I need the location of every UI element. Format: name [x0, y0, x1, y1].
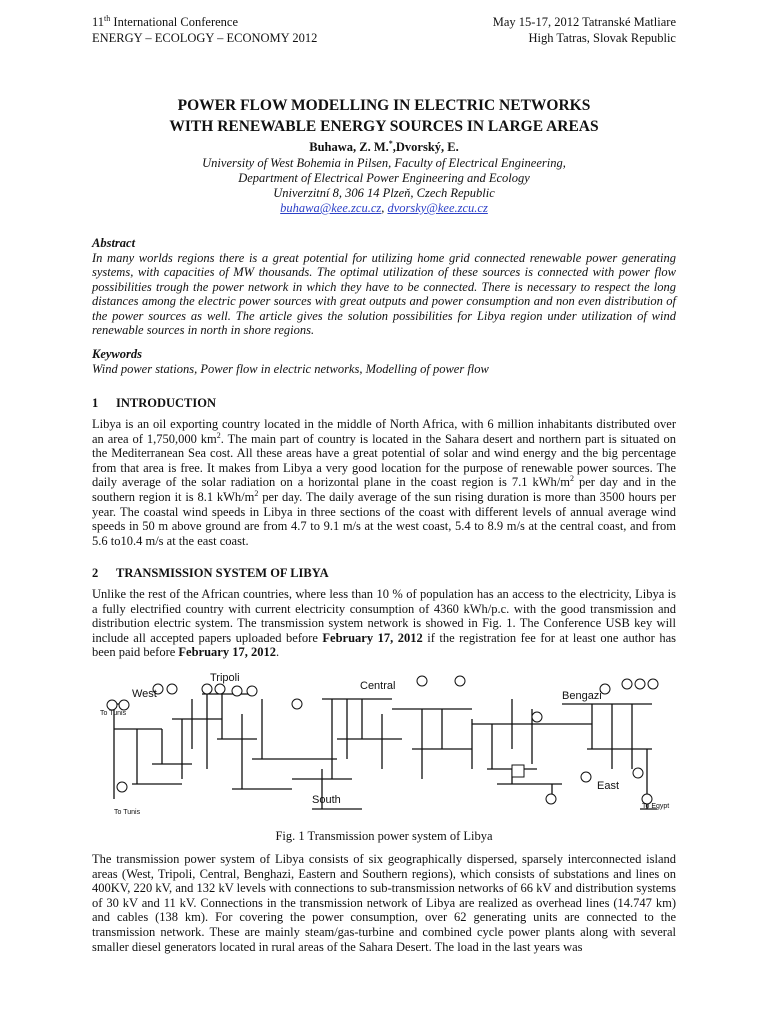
generator-icon — [215, 684, 225, 694]
section-number: 1 — [92, 396, 99, 410]
intro-sup-a: 2 — [216, 430, 221, 440]
intro-sup-c: 2 — [254, 488, 259, 498]
generator-icon — [107, 700, 117, 710]
figure-caption: Fig. 1 Transmission power system of Libya — [275, 829, 493, 843]
conference-date: May 15-17, 2012 Tatranské Matliare — [492, 15, 676, 29]
intro-text-c: per day and in the southern region it is 8.1 kWh/m — [92, 475, 676, 504]
paper-authors — [92, 139, 676, 155]
generator-icon — [119, 700, 129, 710]
section-heading-transmission — [92, 566, 329, 581]
intro-text-d: per day. The daily average of the sun rising duration is more than 3500 hours per year. The coastal wind speeds in Libya in three sections of the coast with different levels of annual average wind speeds in 50 m above ground are from 4.7 to 9.1 m/s at the west coast, 5.4 to 8.9 m/s at the central coast, and from 5.6 to10.4 m/s at the east coast. — [92, 489, 677, 548]
affiliation-line2: Department of Electrical Power Engineering and Ecology — [238, 171, 530, 185]
transmission-network-figure — [92, 669, 676, 821]
label-to-egypt: To Egypt — [642, 803, 670, 810]
generator-icon — [455, 676, 465, 686]
trans-date-2: February 17, 2012 — [178, 645, 276, 660]
affiliation-line1: University of West Bohemia in Pilsen, Faculty of Electrical Engineering, — [202, 156, 566, 170]
generator-icon — [622, 679, 632, 689]
paper-title-line2: WITH RENEWABLE ENERGY SOURCES IN LARGE AREAS — [169, 118, 599, 135]
abstract — [92, 236, 676, 338]
generator-icon — [633, 768, 643, 778]
conference-number: 11 — [92, 15, 105, 29]
area-label-south: South — [312, 794, 341, 806]
area-label-central: Central — [360, 680, 396, 692]
area-label-tripoli: Tripoli — [210, 672, 240, 684]
keywords — [92, 347, 676, 376]
generator-icon — [635, 679, 645, 689]
generator-icon — [546, 794, 556, 804]
trans-text-a: Unlike the rest of the African countries, where less than 10 % of population has an access to the electricity, Libya is a fully electrified country with current electricity consumption of 4360 kWh/p.c. with the good transmission and distribution electric system. The transmission system network is showed in Fig. 1. The Conference USB key will include all accepted papers uploaded before — [92, 587, 676, 645]
transformer-icon — [512, 765, 524, 777]
trans-text-b: if the registration fee for at least one author has been paid before — [92, 630, 676, 660]
keywords-heading: Keywords — [92, 347, 142, 361]
generator-icon — [292, 699, 302, 709]
intro-text-b: . The main part of country is located in the Sahara desert and northern part is situated on the Mediterranean Sea cost. All these areas have a great potential of solar and wind energy and the big percentage from that area is free. It makes from Libya a very good location for the purpose of renewable power sources. The daily average of the solar radiation on a horizontal plane in the coast region is 7.1 kWh/m — [92, 431, 676, 490]
keywords-text: Wind power stations, Power flow in electric networks, Modelling of power flow — [92, 361, 489, 376]
area-label-west: West — [132, 688, 157, 700]
transmission-paragraph — [92, 587, 676, 660]
generator-icon — [232, 686, 242, 696]
abstract-text: In many worlds regions there is a great potential for utilizing home grid connected renewable power generating systems, with capacities of MW thousands. The optimal utilization of these sources is connected with power flow possibilities trough the power network in which they have to be connected. There is necessary to respect the long distances among the electric power sources with great outputs and power consumption and non even distribution of the power sources as well. The article gives the solution possibilities for Libya region under utilization of wind renewable sources in north in shore regions. — [92, 250, 676, 337]
affiliation — [92, 156, 676, 216]
area-label-bengazi: Bengazi — [562, 690, 602, 702]
generator-icon — [532, 712, 542, 722]
generator-icon — [648, 679, 658, 689]
affiliation-line3: Univerzitní 8, 306 14 Plzeň, Czech Republic — [273, 186, 495, 200]
conference-date-place — [493, 14, 676, 46]
intro-text-a: Libya is an oil exporting country located in the middle of North Africa, with 6 million inhabitants distributed over an area of 1,750,000 km — [92, 417, 676, 446]
area-label-east: East — [597, 780, 620, 792]
conference-title: ENERGY – ECOLOGY – ECONOMY 2012 — [92, 31, 318, 45]
generator-icon — [167, 684, 177, 694]
conference-number-suffix: th — [104, 14, 111, 23]
section-title: TRANSMISSION SYSTEM OF LIBYA — [116, 566, 329, 580]
generator-icon — [247, 686, 257, 696]
intro-sup-b: 2 — [569, 474, 574, 484]
label-to-tunis-top: To Tunis — [100, 710, 127, 717]
section-number: 2 — [92, 566, 99, 580]
abstract-heading: Abstract — [92, 236, 136, 250]
paper-title — [92, 95, 676, 137]
trans-date-1: February 17, 2012 — [322, 630, 423, 645]
generator-icon — [417, 676, 427, 686]
email-link-1[interactable]: buhawa@kee.zcu.cz — [280, 201, 382, 215]
paper-title-line1: POWER FLOW MODELLING IN ELECTRIC NETWORKS — [177, 97, 591, 114]
conference-name — [92, 14, 317, 46]
author-2: ,Dvorský, E. — [392, 140, 459, 154]
author-emails — [92, 201, 676, 216]
body-paragraph-after-figure: The transmission power system of Libya consists of six geographically dispersed, sparsely interconnected island areas (West, Tripoli, Central, Benghazi, Eastern and Southern regions), which consists of substations and lines on 400KV, 220 kV, and 132 kV levels with connections to sub-transmission networks of 66 kV and distribution systems of 30 kV and 11 kV. Connections in the transmission network of Libya are realized as overhead lines (14.747 km) and cables (138 km). For covering the power consumption, over 62 generating units are connected to the transmission network. These are mainly steam/gas-turbine and combined cycle power plants along with several smaller diesel generators located in rural areas of the Sahara Desert. The load in the last years was — [92, 852, 676, 954]
section-title: INTRODUCTION — [116, 396, 217, 410]
generator-icon — [202, 684, 212, 694]
section-heading-introduction — [92, 396, 216, 411]
generator-icon — [117, 782, 127, 792]
author-1-mark: * — [388, 139, 393, 148]
introduction-paragraph — [92, 417, 676, 548]
author-1: Buhawa, Z. M. — [309, 140, 389, 154]
email-link-2[interactable]: dvorsky@kee.zcu.cz — [387, 201, 488, 215]
network-diagram — [92, 669, 676, 821]
conference-location: High Tatras, Slovak Republic — [528, 31, 676, 45]
trans-text-c: . — [275, 645, 280, 660]
generator-icon — [581, 772, 591, 782]
email-separator: , — [381, 201, 388, 215]
label-to-tunis-bottom: To Tunis — [114, 809, 141, 816]
conference-type: International Conference — [110, 15, 238, 29]
